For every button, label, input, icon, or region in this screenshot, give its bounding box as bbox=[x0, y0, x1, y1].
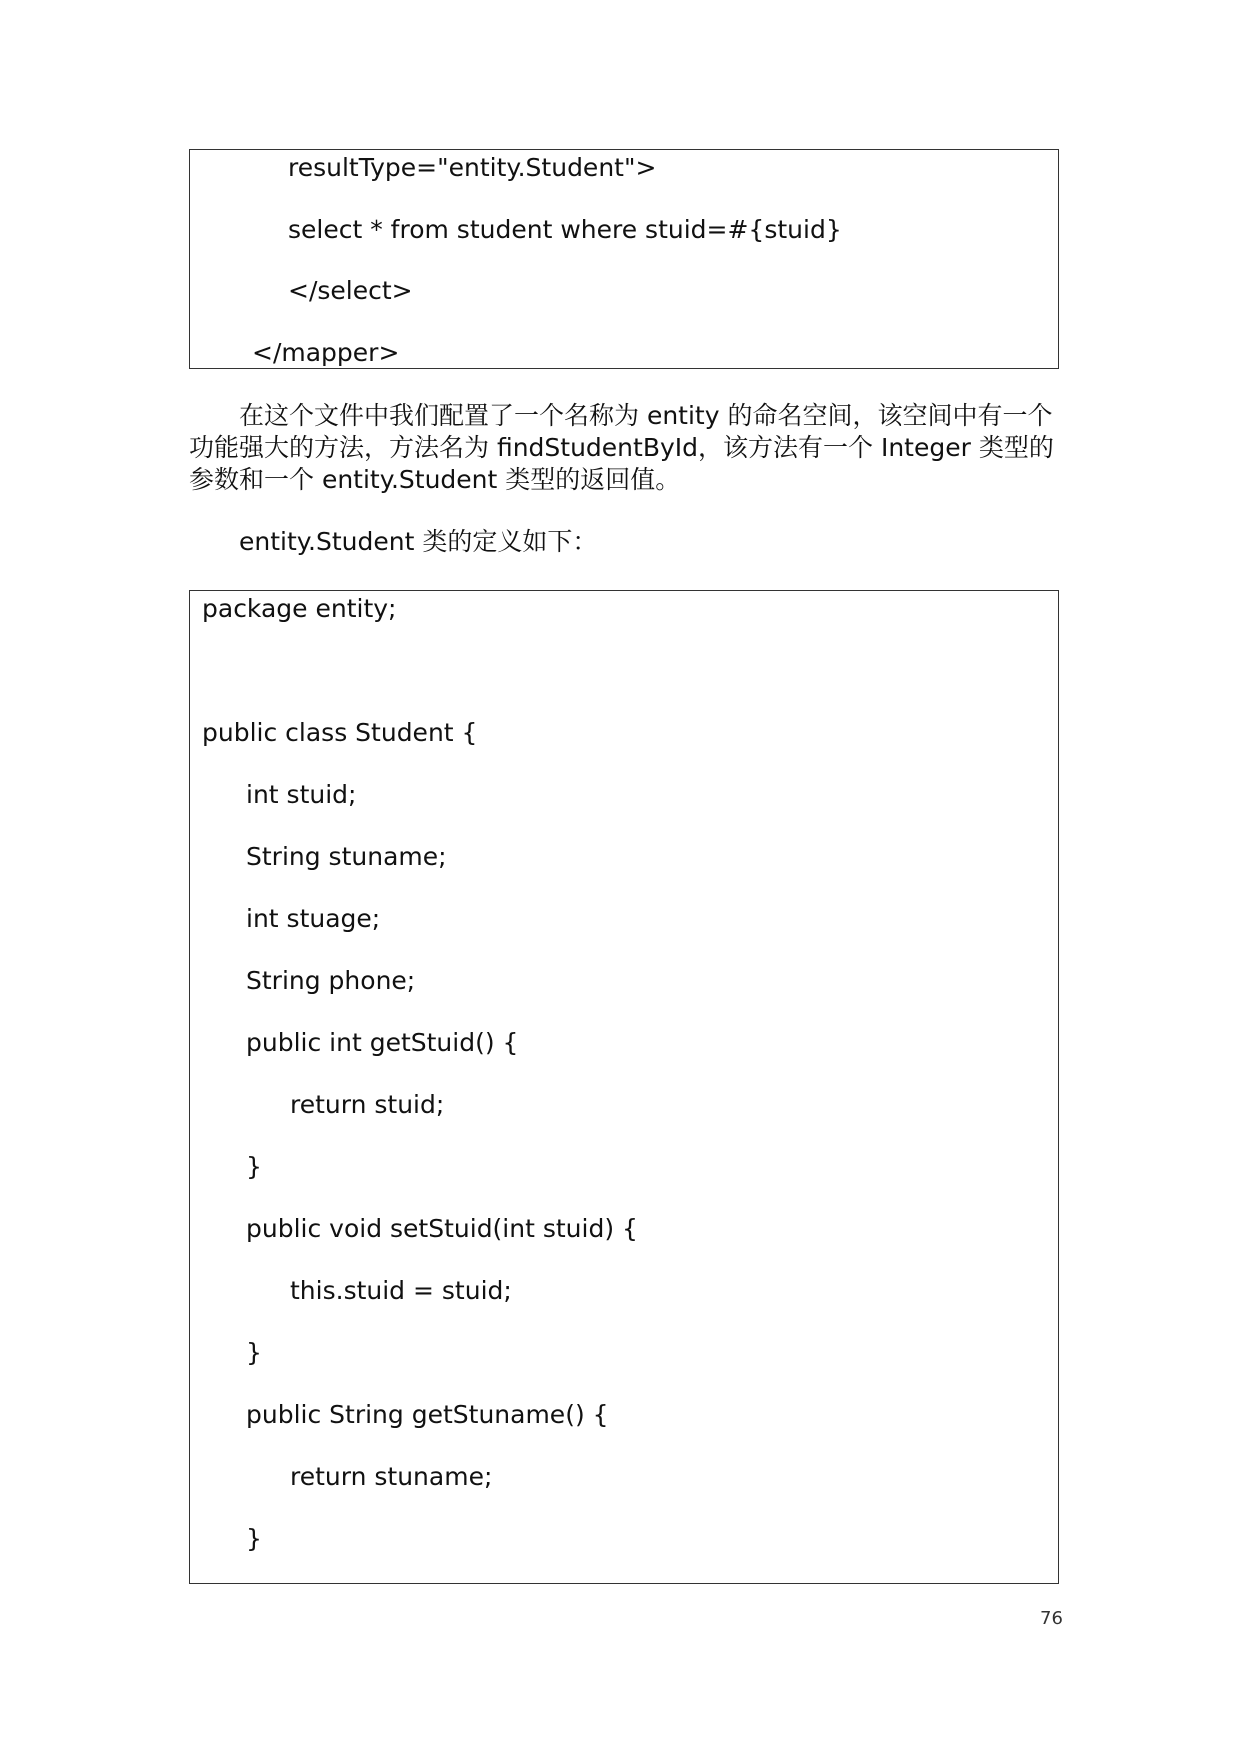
code-line: public class Student { bbox=[202, 718, 478, 747]
code-line: public int getStuid() { bbox=[246, 1028, 519, 1057]
code-line: </mapper> bbox=[252, 338, 400, 367]
paragraph-line: 参数和一个 entity.Student 类型的返回值。 bbox=[189, 465, 681, 494]
code-line: this.stuid = stuid; bbox=[290, 1276, 512, 1305]
code-line: } bbox=[246, 1338, 262, 1367]
code-line: resultType="entity.Student"> bbox=[288, 153, 657, 182]
code-line: return stuid; bbox=[290, 1090, 445, 1119]
code-line: public void setStuid(int stuid) { bbox=[246, 1214, 638, 1243]
code-line: package entity; bbox=[202, 594, 397, 623]
code-block-java bbox=[189, 590, 1059, 1584]
code-line: public String getStuname() { bbox=[246, 1400, 609, 1429]
paragraph-line: 功能强大的方法，方法名为 findStudentById，该方法有一个 Integer 类型的 bbox=[189, 433, 1054, 462]
code-block-xml bbox=[189, 149, 1059, 369]
code-line: </select> bbox=[288, 276, 413, 305]
code-line: String phone; bbox=[246, 966, 416, 995]
page-number: 76 bbox=[1040, 1608, 1063, 1629]
code-line: } bbox=[246, 1524, 262, 1553]
code-line: select * from student where stuid=#{stuid} bbox=[288, 215, 842, 244]
code-line: String stuname; bbox=[246, 842, 447, 871]
code-line: int stuid; bbox=[246, 780, 357, 809]
description-paragraph bbox=[189, 400, 1069, 496]
paragraph-line: 在这个文件中我们配置了一个名称为 entity 的命名空间，该空间中有一个 bbox=[239, 401, 1053, 430]
code-line: } bbox=[246, 1152, 262, 1181]
code-line: int stuage; bbox=[246, 904, 381, 933]
code-line: return stuname; bbox=[290, 1462, 493, 1491]
paragraph-line: entity.Student 类的定义如下： bbox=[239, 527, 598, 556]
class-definition-intro bbox=[189, 526, 1069, 558]
